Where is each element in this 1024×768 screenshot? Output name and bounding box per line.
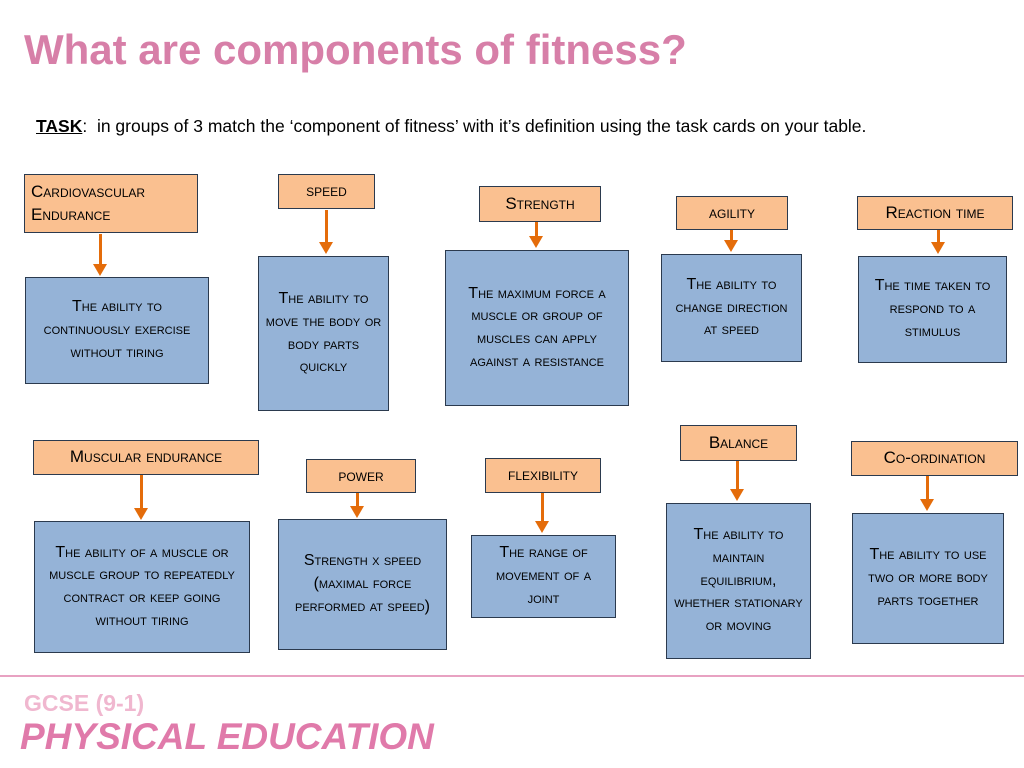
definition-balance: The ability to maintain equilibrium, whether stationary or moving	[666, 503, 811, 659]
definition-muscular-endurance: The ability of a muscle or muscle group to repeatedly contract or keep going without tiring	[34, 521, 250, 653]
arrow-strength	[535, 222, 538, 238]
term-flexibility: flexibility	[485, 458, 601, 493]
task-separator: :	[82, 116, 88, 136]
arrow-flexibility	[541, 493, 544, 523]
term-co-ordination: Co-ordination	[851, 441, 1018, 476]
task-text: in groups of 3 match the ‘component of fitness’ with it’s definition using the task cards on your table.	[96, 116, 867, 136]
term-balance: Balance	[680, 425, 797, 461]
definition-flexibility: The range of movement of a joint	[471, 535, 616, 618]
term-agility: agility	[676, 196, 788, 230]
definition-power: Strength x speed (maximal force performed at speed)	[278, 519, 447, 650]
arrow-agility	[730, 230, 733, 242]
arrow-co-ordination	[926, 476, 929, 501]
task-label: TASK	[36, 116, 83, 136]
task-instruction	[36, 116, 866, 137]
definition-speed: The ability to move the body or body parts quickly	[258, 256, 389, 411]
arrow-muscular-endurance	[140, 475, 143, 510]
arrow-reaction-time	[937, 230, 940, 244]
term-muscular-endurance: Muscular endurance	[33, 440, 259, 475]
footer-divider	[0, 675, 1024, 677]
arrow-speed	[325, 210, 328, 244]
arrow-cardiovascular-endurance	[99, 234, 102, 266]
footer-subtitle: GCSE (9-1)	[24, 690, 145, 716]
footer-brand: PHYSICAL EDUCATION	[20, 716, 434, 757]
term-power: power	[306, 459, 416, 493]
definition-cardiovascular-endurance: The ability to continuously exercise without tiring	[25, 277, 209, 384]
arrow-balance	[736, 461, 739, 491]
term-strength: Strength	[479, 186, 601, 222]
term-cardiovascular-endurance: Cardiovascular Endurance	[24, 174, 198, 233]
arrow-power	[356, 493, 359, 508]
term-speed: speed	[278, 174, 375, 209]
definition-agility: The ability to change direction at speed	[661, 254, 802, 362]
definition-strength: The maximum force a muscle or group of muscles can apply against a resistance	[445, 250, 629, 406]
term-reaction-time: Reaction time	[857, 196, 1013, 230]
definition-reaction-time: The time taken to respond to a stimulus	[858, 256, 1007, 363]
slide-title: What are components of fitness?	[24, 26, 687, 73]
definition-co-ordination: The ability to use two or more body parts together	[852, 513, 1004, 644]
